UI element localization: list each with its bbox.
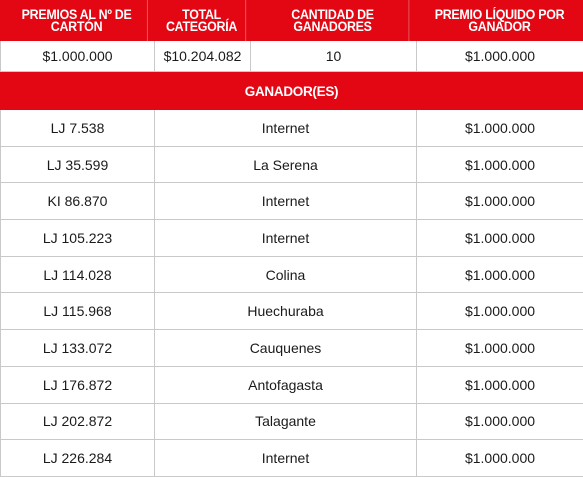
summary-prize-per-card: $1.000.000 <box>1 41 155 71</box>
winner-location: Internet <box>155 183 417 219</box>
winner-prize: $1.000.000 <box>417 404 583 440</box>
winners-list <box>0 110 583 477</box>
winners-banner: GANADOR(ES) <box>0 72 583 110</box>
winner-card-number: LJ 202.872 <box>1 404 155 440</box>
winner-card-number: KI 86.870 <box>1 183 155 219</box>
winner-card-number: LJ 7.538 <box>1 110 155 146</box>
header-winner-count: CANTIDAD DE GANADORES <box>257 0 410 41</box>
winner-prize: $1.000.000 <box>417 440 583 476</box>
table-header <box>0 0 583 41</box>
winner-location: Internet <box>155 220 417 256</box>
winner-row <box>1 367 583 404</box>
winner-prize: $1.000.000 <box>417 220 583 256</box>
winner-location: Huechuraba <box>155 293 417 329</box>
winner-location: Cauquenes <box>155 330 417 366</box>
winner-card-number: LJ 133.072 <box>1 330 155 366</box>
summary-winner-count: 10 <box>251 41 417 71</box>
winner-location: Talagante <box>155 404 417 440</box>
winner-card-number: LJ 35.599 <box>1 147 155 183</box>
winner-prize: $1.000.000 <box>417 147 583 183</box>
winner-location: La Serena <box>155 147 417 183</box>
summary-net-prize: $1.000.000 <box>417 41 583 71</box>
winner-row <box>1 147 583 184</box>
winner-prize: $1.000.000 <box>417 183 583 219</box>
winner-card-number: LJ 226.284 <box>1 440 155 476</box>
summary-total-category: $10.204.082 <box>155 41 251 71</box>
winner-card-number: LJ 105.223 <box>1 220 155 256</box>
winner-prize: $1.000.000 <box>417 367 583 403</box>
winner-location: Antofagasta <box>155 367 417 403</box>
winner-row <box>1 293 583 330</box>
winner-row <box>1 440 583 477</box>
winner-prize: $1.000.000 <box>417 257 583 293</box>
winner-prize: $1.000.000 <box>417 293 583 329</box>
winner-prize: $1.000.000 <box>417 110 583 146</box>
winner-row <box>1 183 583 220</box>
winner-card-number: LJ 176.872 <box>1 367 155 403</box>
summary-row <box>0 41 583 72</box>
header-total-category: TOTAL CATEGORÍA <box>158 0 246 41</box>
winner-row <box>1 257 583 294</box>
winner-card-number: LJ 115.968 <box>1 293 155 329</box>
winner-row <box>1 110 583 147</box>
winner-row <box>1 404 583 441</box>
winner-prize: $1.000.000 <box>417 330 583 366</box>
header-prize-per-card: PREMIOS AL Nº DE CARTÓN <box>6 0 148 41</box>
winner-row <box>1 220 583 257</box>
winner-row <box>1 330 583 367</box>
winner-location: Colina <box>155 257 417 293</box>
winner-location: Internet <box>155 440 417 476</box>
winner-location: Internet <box>155 110 417 146</box>
winner-card-number: LJ 114.028 <box>1 257 155 293</box>
header-net-prize: PREMIO LÍQUIDO POR GANADOR <box>434 6 565 34</box>
